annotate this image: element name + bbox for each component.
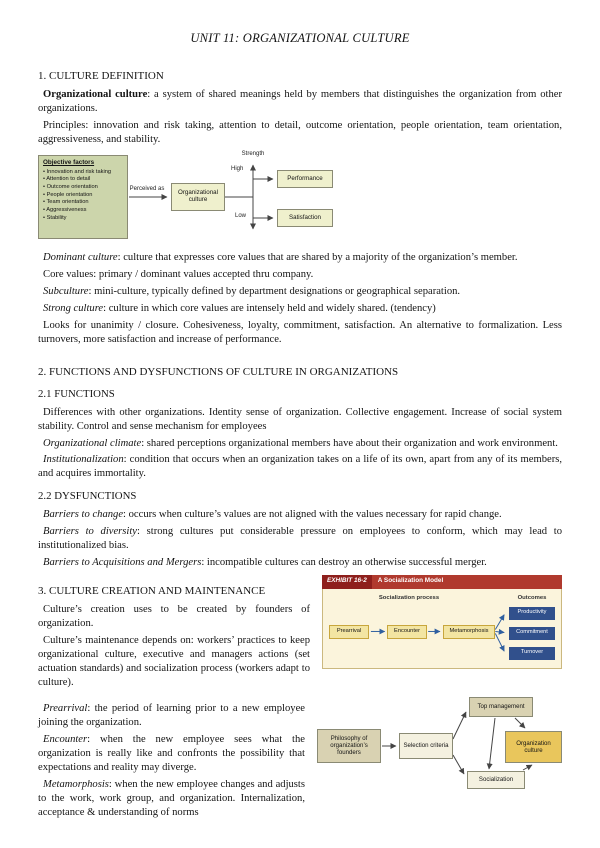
factor-label: Outcome orientation <box>46 183 98 190</box>
term-metamorphosis: Metamorphosis <box>43 778 109 790</box>
term-definition: Core values: primary / dominant values accepted thru company. <box>43 268 314 280</box>
exhibit-header <box>322 575 562 589</box>
paragraph-principles: Principles: innovation and risk taking, attention to detail, outcome orientation, people orientation, team orientation, aggressiveness, and stability. <box>38 120 562 146</box>
encounter-step-box: Encounter <box>387 625 427 639</box>
paragraph-barriers-change <box>38 508 562 522</box>
term-barriers-to-change: Barriers to change <box>43 508 124 520</box>
term-definition: : when the new employee changes and adjusts to the work, work group, and organization. Internalization, acceptance & understanding of norms <box>38 778 305 818</box>
term-definition: : incompatible cultures can destroy an otherwise successful merger. <box>201 556 487 568</box>
perceived-as-label: Perceived as <box>129 186 165 192</box>
term-definition: : the period of learning prior to a new employee joining the organization. <box>38 702 305 728</box>
term-encounter: Encounter <box>43 733 88 745</box>
objective-factor-item <box>43 199 123 207</box>
term-definition: : occurs when culture’s values are not aligned with the values necessary for rapid change. <box>123 508 502 520</box>
paragraph-barriers-diversity <box>38 525 562 553</box>
term-dominant-culture: Dominant culture <box>43 252 118 263</box>
prearrival-step-box: Prearrival <box>329 625 369 639</box>
paragraph-strong-culture <box>38 302 562 316</box>
paragraph-unanimity <box>38 319 562 347</box>
objective-factor-item <box>43 207 123 215</box>
strength-label: Strength <box>241 151 265 157</box>
paragraph-organizational-climate <box>38 437 562 451</box>
paragraph-dominant-culture <box>38 251 562 265</box>
term-prearrival: Prearrival <box>43 702 88 714</box>
term-definition: : culture in which core values are intensely held and widely shared. (tendency) <box>103 302 436 314</box>
heading-culture-definition: 1. CULTURE DEFINITION <box>38 69 164 82</box>
factor-label: People orientation <box>46 191 93 198</box>
low-label: Low <box>235 213 247 219</box>
term-definition: : when the new employee sees what the organization is really like and confronts the possibility that expectations and reality may diverge. <box>38 733 305 773</box>
objective-factor-item <box>43 184 123 192</box>
term-definition: Looks for unanimity / closure. Cohesiveness, loyalty, commitment, satisfaction. An alternative to formalization. Less turnovers, more satisfaction and increase of performance. <box>38 319 562 345</box>
term-definition: : mini-culture, typically defined by department designations or geographical separation. <box>88 285 461 297</box>
heading-culture-creation: 3. CULTURE CREATION AND MAINTENANCE <box>38 584 266 597</box>
commitment-outcome-box: Commitment <box>509 627 555 640</box>
objective-factors-box <box>38 155 128 239</box>
philosophy-of-founders-box: Philosophy of organization’s founders <box>317 729 381 763</box>
term-definition: : strong cultures put considerable pressure on employees to conform, which may lead to institutionalized bias. <box>38 525 563 551</box>
objective-factor-item <box>43 192 123 200</box>
objective-factors-title: Objective factors <box>43 159 95 166</box>
term-barriers-to-mergers: Barriers to Acquisitions and Mergers <box>43 556 202 568</box>
metamorphosis-step-box: Metamorphosis <box>443 625 495 639</box>
factor-label: Aggressiveness <box>46 206 87 213</box>
term-definition: : condition that occurs when an organization takes on a life of its own, apart from any of its members, and acquires immortality. <box>38 454 562 480</box>
organizational-culture-box: Organizational culture <box>171 183 225 211</box>
exhibit-16-2 <box>322 575 562 669</box>
paragraph-institutionalization <box>38 453 562 481</box>
paragraph-barriers-mergers <box>38 556 562 570</box>
subheading-functions: 2.1 FUNCTIONS <box>38 388 115 401</box>
term-organizational-culture: Organizational culture <box>43 89 148 101</box>
term-definition: : culture that expresses core values that are shared by a majority of the organization’s member. <box>117 252 518 263</box>
turnover-outcome-box: Turnover <box>509 647 555 660</box>
term-definition: : shared perceptions organizational members have about their organization and work environment. <box>141 437 558 449</box>
culture-strength-diagram <box>38 151 338 243</box>
top-management-box: Top management <box>469 697 533 717</box>
paragraph-definition <box>38 88 562 116</box>
factor-label: Attention to detail <box>46 176 91 183</box>
satisfaction-box: Satisfaction <box>277 209 333 227</box>
term-subculture: Subculture <box>43 285 89 297</box>
factor-label: Innovation and risk taking <box>46 168 112 175</box>
exhibit-tag: EXHIBIT 16-2 <box>322 575 372 589</box>
culture-formation-diagram <box>317 697 562 791</box>
productivity-outcome-box: Productivity <box>509 607 555 620</box>
socialization-box: Socialization <box>467 771 525 789</box>
paragraph-subculture <box>38 285 562 299</box>
paragraph-culture-maintenance: Culture’s maintenance depends on: workers’ practices to keep organizational culture, executive and managers actions (set actuation standards) and socialization process (workers adapt to culture). <box>38 635 310 688</box>
exhibit-body <box>322 589 562 669</box>
term-organizational-climate: Organizational climate <box>43 437 142 449</box>
exhibit-title: A Socialization Model <box>372 575 562 589</box>
factor-label: Stability <box>46 214 67 221</box>
outcomes-label: Outcomes <box>517 594 547 601</box>
paragraph-core-values <box>38 268 562 282</box>
term-strong-culture: Strong culture <box>43 302 104 314</box>
heading-functions-dysfunctions: 2. FUNCTIONS AND DYSFUNCTIONS OF CULTURE IN ORGANIZATIONS <box>38 365 399 378</box>
high-label: High <box>231 166 244 172</box>
term-institutionalization: Institutionalization <box>43 454 124 466</box>
objective-factor-item <box>43 169 123 177</box>
organization-culture-box: Organization culture <box>505 731 562 763</box>
performance-box: Performance <box>277 170 333 188</box>
selection-criteria-box: Selection criteria <box>399 733 453 759</box>
term-barriers-to-diversity: Barriers to diversity <box>43 525 138 537</box>
subheading-dysfunctions: 2.2 DYSFUNCTIONS <box>38 490 137 503</box>
paragraph-functions: Differences with other organizations. Identity sense of organization. Collective engagement. Increase of social system stability. Control and sense mechanism for employees <box>38 406 562 432</box>
objective-factor-item <box>43 215 123 223</box>
factor-label: Team orientation <box>46 199 89 206</box>
paragraph-culture-creation: Culture’s creation uses to be created by founders of organization. <box>38 604 310 630</box>
document-title: UNIT 11: ORGANIZATIONAL CULTURE <box>190 31 410 45</box>
socialization-process-label: Socialization process <box>378 594 440 601</box>
definition-text: : a system of shared meanings held by members that distinguishes the organization from other organizations. <box>38 89 562 115</box>
objective-factor-item <box>43 176 123 184</box>
